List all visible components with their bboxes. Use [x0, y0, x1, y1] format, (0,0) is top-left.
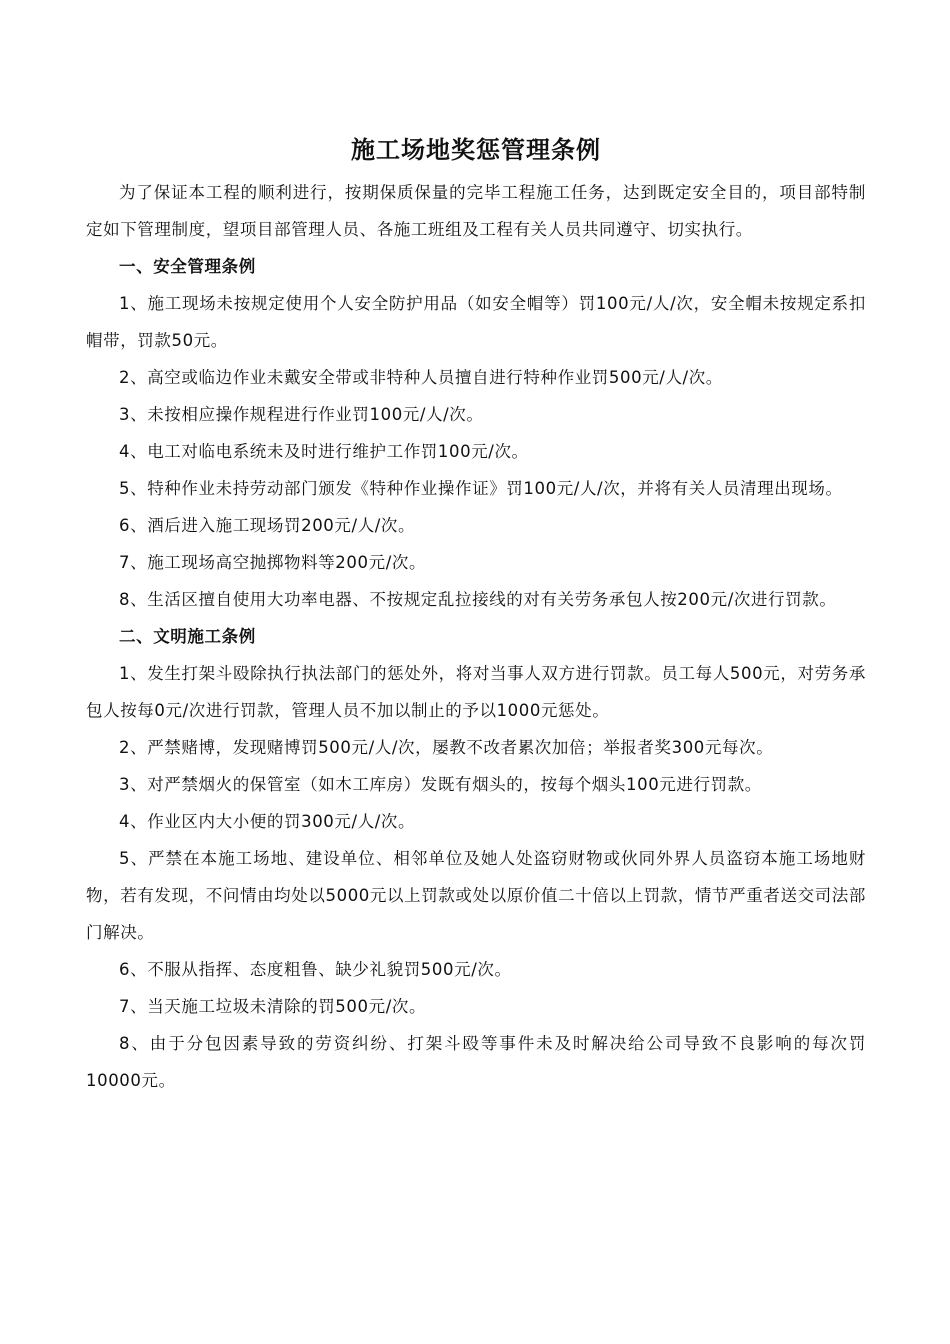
list-item: 7、施工现场高空抛掷物料等200元/次。	[119, 553, 427, 572]
list-item: 4、作业区内大小便的罚300元/人/次。	[119, 812, 416, 831]
list-item: 8、由于分包因素导致的劳资纠纷、打架斗殴等事件未及时解决给公司导致不良影响的每次罚10000元。	[86, 1034, 866, 1090]
list-item: 7、当天施工垃圾未清除的罚500元/次。	[119, 997, 427, 1016]
section-heading: 一、安全管理条例	[119, 257, 256, 276]
list-item: 1、发生打架斗殴除执行执法部门的惩处外，将对当事人双方进行罚款。员工每人500元，对劳务承包人按每0元/次进行罚款，管理人员不加以制止的予以1000元惩处。	[86, 664, 866, 720]
list-item: 1、施工现场未按规定使用个人安全防护用品（如安全帽等）罚100元/人/次，安全帽未按规定系扣帽带，罚款50元。	[86, 294, 866, 350]
list-item: 6、酒后进入施工现场罚200元/人/次。	[119, 516, 416, 535]
list-item: 5、严禁在本施工场地、建设单位、相邻单位及她人处盗窃财物或伙同外界人员盗窃本施工场地财物，若有发现，不问情由均处以5000元以上罚款或处以原价值二十倍以上罚款，情节严重者送交司法部门解决。	[86, 849, 866, 942]
list-item: 8、生活区擅自使用大功率电器、不按规定乱拉接线的对有关劳务承包人按200元/次进行罚款。	[119, 590, 837, 609]
section-heading: 二、文明施工条例	[119, 627, 256, 646]
intro-paragraph: 为了保证本工程的顺利进行，按期保质保量的完毕工程施工任务，达到既定安全目的，项目部特制定如下管理制度，望项目部管理人员、各施工班组及工程有关人员共同遵守、切实执行。	[86, 183, 866, 239]
list-item: 3、对严禁烟火的保管室（如木工库房）发既有烟头的，按每个烟头100元进行罚款。	[119, 775, 762, 794]
section-safety	[86, 248, 866, 618]
list-item: 2、高空或临边作业未戴安全带或非特种人员擅自进行特种作业罚500元/人/次。	[119, 368, 723, 387]
list-item: 2、严禁赌博，发现赌博罚500元/人/次，屡教不改者累次加倍；举报者奖300元每次。	[119, 738, 774, 757]
list-item: 4、电工对临电系统未及时进行维护工作罚100元/次。	[119, 442, 529, 461]
list-item: 5、特种作业未持劳动部门颁发《特种作业操作证》罚100元/人/次，并将有关人员清理出现场。	[119, 479, 843, 498]
document-page	[86, 128, 866, 1099]
section-civilized-construction	[86, 618, 866, 1099]
list-item: 6、不服从指挥、态度粗鲁、缺少礼貌罚500元/次。	[119, 960, 512, 979]
list-item: 3、未按相应操作规程进行作业罚100元/人/次。	[119, 405, 484, 424]
document-title: 施工场地奖惩管理条例	[351, 136, 601, 164]
